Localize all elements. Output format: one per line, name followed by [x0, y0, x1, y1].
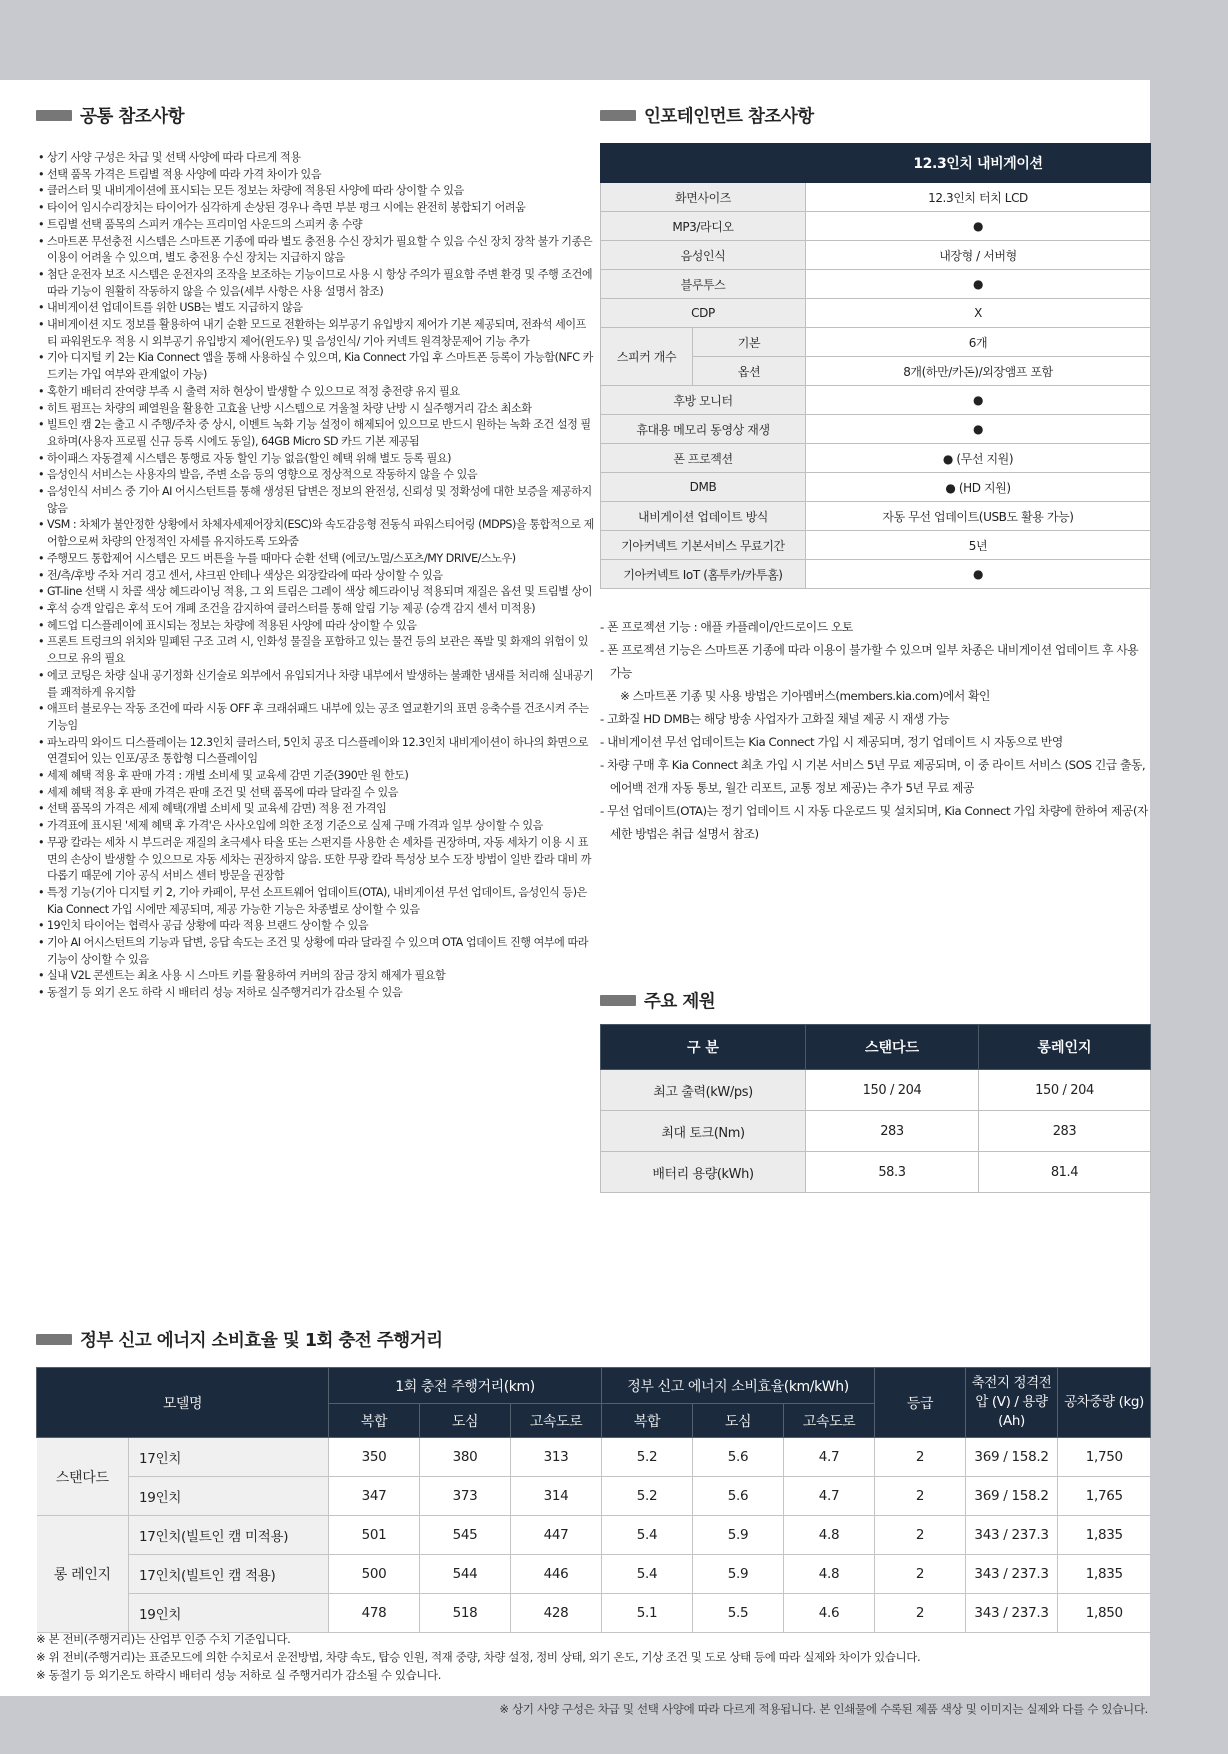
eff-header-range: 1회 충전 주행거리(km) [329, 1368, 602, 1404]
infotainment-notes-list [600, 616, 1150, 846]
eff-trim: 19인치 [129, 1477, 329, 1516]
eff-value-eff-city: 5.6 [693, 1438, 784, 1477]
eff-range-highway: 447 [511, 1516, 602, 1555]
info-row-value: ● [806, 386, 1151, 415]
common-note-item: • 무광 칼라는 세차 시 부드러운 재질의 초극세사 타올 또는 스펀지를 사용한 손 세차를 권장하며, 자동 세차기 이용 시 표면의 손상이 발생할 수 있으므로 자동 세차는 권장하지 않음. 또한 무광 칼라 특성상 보수 도장 방법이 일반 칼라 대비 까다롭기 때문에 기아 공식 서비스 센터 방문을 권장함 [38, 835, 594, 885]
info-row-value: ● [806, 212, 1151, 241]
eff-header-model: 모델명 [37, 1368, 329, 1438]
eff-weight: 1,835 [1058, 1516, 1151, 1555]
eff-range-combined: 500 [329, 1555, 420, 1594]
table-row [37, 1555, 1151, 1594]
common-note-item: • 동절기 등 외기 온도 하락 시 배터리 성능 저하로 실주행거리가 감소될 수 있음 [38, 985, 594, 1002]
common-note-item: • 세제 혜택 적용 후 판매 가격은 판매 조건 및 선택 품목에 따라 달라질 수 있음 [38, 785, 594, 802]
footer-band [0, 1696, 1228, 1754]
common-note-item: • 트림별 선택 품목의 스피커 개수는 프리미엄 사운드의 스피커 총 수량 [38, 217, 594, 234]
eff-value-eff-combined: 5.2 [602, 1477, 693, 1516]
eff-value-eff-highway: 4.8 [784, 1555, 875, 1594]
infotainment-note-item: - 내비게이션 무선 업데이트는 Kia Connect 가입 시 제공되며, 정기 업데이트 시 자동으로 반영 [600, 735, 1063, 749]
table-row [37, 1438, 1151, 1477]
eff-range-highway: 313 [511, 1438, 602, 1477]
infotainment-note-item: - 고화질 HD DMB는 해당 방송 사업자가 고화질 채널 제공 시 재생 가능 [600, 712, 950, 726]
specs-heading [600, 988, 715, 1013]
common-note-item: • 기아 AI 어시스턴트의 기능과 답변, 응답 속도는 조건 및 상황에 따라 달라질 수 있으며 OTA 업데이트 진행 여부에 따라 기능이 상이할 수 있음 [38, 935, 594, 968]
info-row-value: 6개 [806, 328, 1151, 357]
common-note-item: • VSM : 차체가 불안정한 상황에서 차체자세제어장치(ESC)와 속도감응형 전동식 파워스티어링 (MDPS)을 통합적으로 제어함으로써 차량의 안정적인 자세를 유지하도록 도와줌 [38, 517, 594, 550]
common-note-item: • 특정 기능(기아 디지털 키 2, 기아 카페이, 무선 소프트웨어 업데이트(OTA), 내비게이션 무선 업데이트, 음성인식 등)은 Kia Connect 가입 시에만 제공되며, 제공 가능한 기능은 차종별로 상이할 수 있음 [38, 885, 594, 918]
eff-grade: 2 [875, 1438, 966, 1477]
eff-battery: 343 / 237.3 [966, 1555, 1058, 1594]
right-margin-band [1150, 0, 1228, 1754]
info-row-label: MP3/라디오 [601, 212, 806, 241]
common-note-item: • 타이어 임시수리장치는 타이어가 심각하게 손상된 경우나 측면 부분 펑크 시에는 완전히 봉합되기 어려움 [38, 200, 594, 217]
common-note-item: • 파노라믹 와이드 디스플레이는 12.3인치 클러스터, 5인치 공조 디스플레이와 12.3인치 내비게이션이 하나의 화면으로 연결되어 있는 인포/공조 통합형 디스플레이임 [38, 735, 594, 768]
info-row-label: 내비게이션 업데이트 방식 [601, 502, 806, 531]
infotainment-table-corner [601, 144, 806, 183]
common-note-item: • 첨단 운전자 보조 시스템은 운전자의 조작을 보조하는 기능이므로 사용 시 항상 주의가 필요함 주변 환경 및 주행 조건에 따라 기능이 원활히 작동하지 않을 수 있음(세부 사항은 사용 설명서 참조) [38, 267, 594, 300]
eff-value-eff-combined: 5.4 [602, 1555, 693, 1594]
info-row-value: ● [806, 560, 1151, 589]
eff-range-city: 545 [420, 1516, 511, 1555]
common-note-item: • 기아 디지털 키 2는 Kia Connect 앱을 통해 사용하실 수 있으며, Kia Connect 가입 후 스마트폰 등록이 가능함(NFC 카드키는 가입 여부와 관계없이 가능) [38, 350, 594, 383]
efficiency-note-item: ※ 동절기 등 외기온도 하락시 배터리 성능 저하로 실 주행거리가 감소될 수 있습니다. [36, 1668, 441, 1682]
infotainment-heading [600, 103, 814, 128]
info-row-label: DMB [601, 473, 806, 502]
eff-header-efficiency: 정부 신고 에너지 소비효율(km/kWh) [602, 1368, 875, 1404]
common-note-item: • 프론트 트렁크의 위치와 밀폐된 구조 고려 시, 인화성 물질을 포함하고 있는 물건 등의 보관은 폭발 및 화재의 위험이 있으므로 유의 필요 [38, 634, 594, 667]
footer-disclaimer: ※ 상기 사양 구성은 차급 및 선택 사양에 따라 다르게 적용됩니다. 본 인쇄물에 수록된 제품 색상 및 이미지는 실제와 다를 수 있습니다. [499, 1702, 1148, 1716]
eff-sub-highway: 고속도로 [511, 1404, 602, 1438]
common-note-item: • 하이패스 자동결제 시스템은 통행료 자동 할인 기능 없음(할인 혜택 위해 별도 등록 필요) [38, 451, 594, 468]
eff-trim: 17인치(빌트인 캠 미적용) [129, 1516, 329, 1555]
common-note-item: • 음성인식 서비스 중 기아 AI 어시스턴트를 통해 생성된 답변은 정보의 완전성, 신뢰성 및 정확성에 대한 보증을 제공하지 않음 [38, 484, 594, 517]
info-row-value: ● (HD 지원) [806, 473, 1151, 502]
common-note-item: • 19인치 타이어는 협력사 공급 상황에 따라 적용 브랜드 상이할 수 있음 [38, 918, 594, 935]
efficiency-note-item: ※ 본 전비(주행거리)는 산업부 인증 수치 기준입니다. [36, 1632, 291, 1646]
info-speaker-group-label: 스피커 개수 [601, 328, 693, 386]
eff-value-eff-city: 5.5 [693, 1594, 784, 1633]
eff-value-eff-city: 5.9 [693, 1555, 784, 1594]
common-note-item: • 클러스터 및 내비게이션에 표시되는 모든 정보는 차량에 적용된 사양에 따라 상이할 수 있음 [38, 183, 594, 200]
eff-value-eff-combined: 5.1 [602, 1594, 693, 1633]
common-note-item: • 선택 품목의 가격은 세제 혜택(개별 소비세 및 교육세 감면) 적용 전 가격임 [38, 801, 594, 818]
spec-long: 81.4 [979, 1152, 1151, 1193]
heading-bar-icon [36, 110, 72, 121]
info-row-value: ● (무선 지원) [806, 444, 1151, 473]
common-note-item: • 혹한기 배터리 잔여량 부족 시 출력 저하 현상이 발생할 수 있으므로 적정 충전량 유지 필요 [38, 384, 594, 401]
efficiency-note-item: ※ 위 전비(주행거리)는 표준모드에 의한 수치로서 운전방법, 차량 속도, 탑승 인원, 적재 중량, 차량 설정, 정비 상태, 외기 온도, 기상 조건 및 도로 상태 등에 따라 실제와 차이가 있습니다. [36, 1650, 921, 1664]
eff-range-city: 544 [420, 1555, 511, 1594]
common-note-item: • 에코 코팅은 차량 실내 공기정화 신기술로 외부에서 유입되거나 차량 내부에서 발생하는 불쾌한 냄새를 처리해 실내공기를 쾌적하게 유지함 [38, 668, 594, 701]
common-note-item: • 음성인식 서비스는 사용자의 발음, 주변 소음 등의 영향으로 정상적으로 작동하지 않을 수 있음 [38, 467, 594, 484]
eff-group-name: 스탠다드 [37, 1438, 129, 1516]
infotainment-note-item: ※ 스마트폰 기종 및 사용 방법은 기아멤버스(members.kia.com)에서 확인 [620, 689, 990, 703]
common-note-item: • 실내 V2L 콘센트는 최초 사용 시 스마트 키를 활용하여 커버의 잠금 장치 해제가 필요함 [38, 968, 594, 985]
eff-sub-combined: 복합 [602, 1404, 693, 1438]
eff-range-combined: 347 [329, 1477, 420, 1516]
efficiency-title: 정부 신고 에너지 소비효율 및 1회 충전 주행거리 [80, 1331, 443, 1351]
eff-header-weight: 공차중량 (kg) [1058, 1368, 1151, 1438]
eff-trim: 17인치 [129, 1438, 329, 1477]
info-row-label: 후방 모니터 [601, 386, 806, 415]
table-row [37, 1594, 1151, 1633]
eff-sub-city: 도심 [420, 1404, 511, 1438]
infotainment-title: 인포테인먼트 참조사항 [644, 107, 814, 127]
eff-header-battery: 축전지 정격전압 (V) / 용량 (Ah) [966, 1368, 1058, 1438]
eff-battery: 369 / 158.2 [966, 1438, 1058, 1477]
common-note-item: • 세제 혜택 적용 후 판매 가격 : 개별 소비세 및 교육세 감면 기준(390만 원 한도) [38, 768, 594, 785]
infotainment-note-item: - 차량 구매 후 Kia Connect 최초 가입 시 기본 서비스 5년 무료 제공되며, 이 중 라이트 서비스 (SOS 긴급 출동, 에어백 전개 자동 통보, 월간 리포트, 교통 정보 제공)는 추가 5년 무료 제공 [600, 758, 1146, 795]
common-note-item: • 스마트폰 무선충전 시스템은 스마트폰 기종에 따라 별도 충전용 수신 장치가 필요할 수 있음 수신 장치 장착 불가 기종은 이용이 어려울 수 있으며, 별도 충전용 수신 장치는 지급하지 않음 [38, 234, 594, 267]
table-row [37, 1477, 1151, 1516]
info-row-value: ● [806, 270, 1151, 299]
eff-battery: 343 / 237.3 [966, 1516, 1058, 1555]
eff-grade: 2 [875, 1516, 966, 1555]
eff-range-city: 518 [420, 1594, 511, 1633]
infotainment-note-item: - 무선 업데이트(OTA)는 정기 업데이트 시 자동 다운로드 및 설치되며, Kia Connect 가입 차량에 한하여 제공(자세한 방법은 취급 설명서 참조) [600, 804, 1148, 841]
common-notes-list [38, 150, 594, 1002]
eff-range-city: 380 [420, 1438, 511, 1477]
specs-table [600, 1024, 1151, 1193]
spec-standard: 283 [806, 1111, 979, 1152]
info-row-label: 휴대용 메모리 동영상 재생 [601, 415, 806, 444]
common-note-item: • 빌트인 캠 2는 출고 시 주행/주차 중 상시, 이벤트 녹화 기능 설정이 해제되어 있으므로 반드시 원하는 녹화 조건 설정 필요하며(사용자 프로필 신규 등록 시에도 동일), 64GB Micro SD 카드 기본 제공됨 [38, 417, 594, 450]
common-note-item: • 애프터 블로우는 작동 조건에 따라 시동 OFF 후 크래쉬패드 내부에 있는 공조 열교환기의 표면 응축수를 건조시켜 주는 기능임 [38, 701, 594, 734]
eff-trim: 19인치 [129, 1594, 329, 1633]
common-note-item: • 가격표에 표시된 '세제 혜택 후 가격'은 사사오입에 의한 조정 기준으로 실제 구매 가격과 일부 상이할 수 있음 [38, 818, 594, 835]
info-row-value: 내장형 / 서버형 [806, 241, 1151, 270]
infotainment-table [600, 143, 1151, 589]
eff-header-grade: 등급 [875, 1368, 966, 1438]
common-note-item: • 상기 사양 구성은 차급 및 선택 사양에 따라 다르게 적용 [38, 150, 594, 167]
table-row [37, 1516, 1151, 1555]
common-note-item: • 전/측/후방 주차 거리 경고 센서, 샤크핀 안테나 색상은 외장칼라에 따라 상이할 수 있음 [38, 568, 594, 585]
efficiency-notes [36, 1630, 920, 1684]
info-row-label: 기아커넥트 IoT (홈투카/카투홈) [601, 560, 806, 589]
info-row-value: 5년 [806, 531, 1151, 560]
eff-group-name: 롱 레인지 [37, 1516, 129, 1633]
eff-value-eff-city: 5.6 [693, 1477, 784, 1516]
eff-weight: 1,850 [1058, 1594, 1151, 1633]
common-notes-heading [36, 103, 184, 128]
heading-bar-icon [36, 1334, 72, 1345]
info-row-value: ● [806, 415, 1151, 444]
eff-weight: 1,835 [1058, 1555, 1151, 1594]
infotainment-note-item: - 폰 프로젝션 기능 : 애플 카플레이/안드로이드 오토 [600, 620, 853, 634]
eff-value-eff-combined: 5.4 [602, 1516, 693, 1555]
info-row-value: X [806, 299, 1151, 328]
eff-value-eff-highway: 4.7 [784, 1477, 875, 1516]
eff-range-combined: 350 [329, 1438, 420, 1477]
info-row-label: 폰 프로젝션 [601, 444, 806, 473]
info-row-label: 음성인식 [601, 241, 806, 270]
eff-range-highway: 314 [511, 1477, 602, 1516]
eff-value-eff-highway: 4.7 [784, 1438, 875, 1477]
common-note-item: • 내비게이션 업데이트를 위한 USB는 별도 지급하지 않음 [38, 300, 594, 317]
eff-sub-combined: 복합 [329, 1404, 420, 1438]
eff-range-city: 373 [420, 1477, 511, 1516]
common-note-item: • 내비게이션 지도 정보를 활용하여 내기 순환 모드로 전환하는 외부공기 유입방지 제어가 기본 제공되며, 전좌석 세이프티 파워윈도우 적용 시 외부공기 유입방지 제어(윈도우) 및 음성인식/ 기아 커넥트 원격창문제어 기능 추가 [38, 317, 594, 350]
spec-label: 최대 토크(Nm) [601, 1111, 806, 1152]
info-row-value: 12.3인치 터치 LCD [806, 183, 1151, 212]
specs-header-standard: 스탠다드 [806, 1025, 979, 1070]
eff-grade: 2 [875, 1555, 966, 1594]
eff-value-eff-highway: 4.6 [784, 1594, 875, 1633]
efficiency-table-body [37, 1438, 1151, 1633]
specs-title: 주요 제원 [644, 992, 716, 1012]
eff-grade: 2 [875, 1594, 966, 1633]
specs-header-long: 롱레인지 [979, 1025, 1151, 1070]
infotainment-note-item: - 폰 프로젝션 기능은 스마트폰 기종에 따라 이용이 불가할 수 있으며 일부 차종은 내비게이션 업데이트 후 사용 가능 [600, 643, 1139, 680]
info-row-label: 기아커넥트 기본서비스 무료기간 [601, 531, 806, 560]
heading-bar-icon [600, 995, 636, 1006]
eff-weight: 1,765 [1058, 1477, 1151, 1516]
common-note-item: • 후석 승객 알림은 후석 도어 개폐 조건을 감지하여 클러스터를 통해 알림 기능 제공 (승객 감지 센서 미적용) [38, 601, 594, 618]
eff-sub-city: 도심 [693, 1404, 784, 1438]
common-note-item: • 주행모드 통합제어 시스템은 모드 버튼을 누를 때마다 순환 선택 (에코/노멀/스포츠/MY DRIVE/스노우) [38, 551, 594, 568]
eff-range-highway: 428 [511, 1594, 602, 1633]
common-note-item: • 히트 펌프는 차량의 폐열원을 활용한 고효율 난방 시스템으로 겨울철 차량 난방 시 실주행거리 감소 최소화 [38, 401, 594, 418]
common-notes-title: 공통 참조사항 [80, 107, 185, 127]
eff-value-eff-city: 5.9 [693, 1516, 784, 1555]
eff-battery: 369 / 158.2 [966, 1477, 1058, 1516]
info-row-label: 기본 [693, 328, 806, 357]
eff-trim: 17인치(빌트인 캠 적용) [129, 1555, 329, 1594]
eff-sub-highway: 고속도로 [784, 1404, 875, 1438]
spec-long: 150 / 204 [979, 1070, 1151, 1111]
eff-range-highway: 446 [511, 1555, 602, 1594]
efficiency-table [36, 1367, 1151, 1633]
spec-standard: 150 / 204 [806, 1070, 979, 1111]
eff-value-eff-highway: 4.8 [784, 1516, 875, 1555]
eff-range-combined: 478 [329, 1594, 420, 1633]
info-row-value: 8개(하만/카돈)/외장앰프 포함 [806, 357, 1151, 386]
eff-range-combined: 501 [329, 1516, 420, 1555]
spec-standard: 58.3 [806, 1152, 979, 1193]
eff-grade: 2 [875, 1477, 966, 1516]
efficiency-heading [36, 1327, 443, 1352]
heading-bar-icon [600, 110, 636, 121]
eff-weight: 1,750 [1058, 1438, 1151, 1477]
spec-label: 최고 출력(kW/ps) [601, 1070, 806, 1111]
info-row-label: CDP [601, 299, 806, 328]
info-row-label: 화면사이즈 [601, 183, 806, 212]
info-row-value: 자동 무선 업데이트(USB도 활용 가능) [806, 502, 1151, 531]
common-note-item: • GT-line 선택 시 차콜 색상 헤드라이닝 적용, 그 외 트림은 그레이 색상 헤드라이닝 적용되며 재질은 옵션 및 트림별 상이 [38, 584, 594, 601]
eff-value-eff-combined: 5.2 [602, 1438, 693, 1477]
spec-long: 283 [979, 1111, 1151, 1152]
specs-header-category: 구 분 [601, 1025, 806, 1070]
eff-battery: 343 / 237.3 [966, 1594, 1058, 1633]
common-note-item: • 선택 품목 가격은 트림별 적용 사양에 따라 가격 차이가 있음 [38, 167, 594, 184]
common-note-item: • 헤드업 디스플레이에 표시되는 정보는 차량에 적용된 사양에 따라 상이할 수 있음 [38, 618, 594, 635]
spec-label: 배터리 용량(kWh) [601, 1152, 806, 1193]
infotainment-column-header: 12.3인치 내비게이션 [806, 144, 1151, 183]
info-row-label: 블루투스 [601, 270, 806, 299]
info-row-label: 옵션 [693, 357, 806, 386]
